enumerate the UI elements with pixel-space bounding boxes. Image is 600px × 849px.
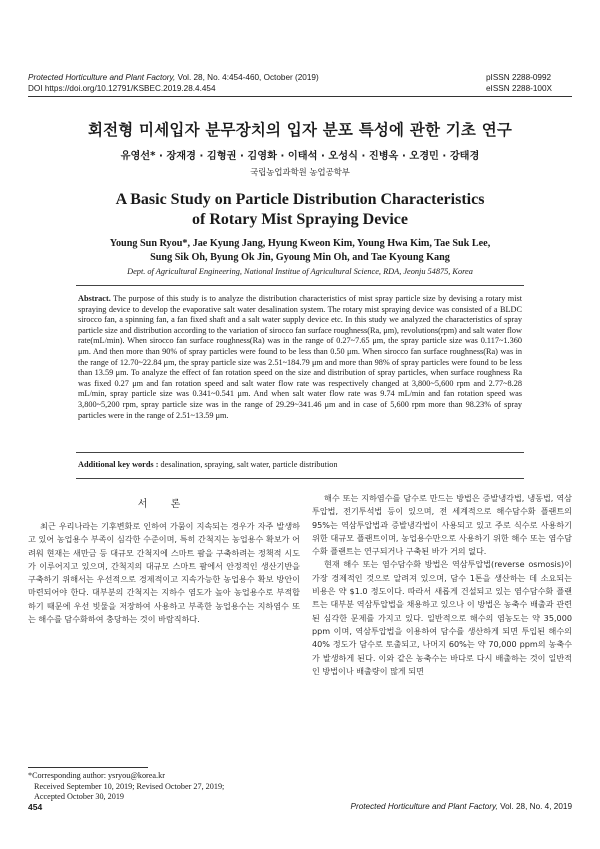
footnote [28, 771, 300, 803]
korean-title: 회전형 미세입자 분무장치의 입자 분포 특성에 관한 기초 연구 [87, 121, 513, 139]
page-number: 454 [28, 802, 43, 812]
footer-journal [351, 802, 573, 811]
abstract-label: Abstract. [78, 294, 111, 303]
header-divider [28, 96, 572, 97]
header-issn-block [486, 72, 572, 94]
left-column [28, 520, 300, 626]
english-authors-line-1: Young Sun Ryou*, Jae Kyung Jang, Hyung Kweon Kim, Young Hwa Kim, Tae Suk Lee, [109, 238, 491, 249]
right-column [312, 492, 572, 678]
header-journal-name: Protected Horticulture and Plant Factory, [28, 73, 176, 82]
english-affiliation: Dept. of Agricultural Engineering, National Institue of Agricultural Science, RDA, Jeonju 54875, Korea [127, 267, 473, 276]
footnote-divider [28, 767, 148, 768]
header-citation-block [28, 72, 428, 94]
body-paragraph: 해수 또는 지하염수를 담수로 만드는 방법은 증발냉각법, 냉동법, 역삼투압법, 전기투석법 등이 있으며, 전 세계적으로 해수담수화 플랜트의 95%는 역삼투압법과 증발냉각법이 사용되고 있고 주로 식수로 사용하기 위한 대규모 플랜트이며, 농업용수만으로 사용하기 위한 해수 또는 염수담수화 플랜트는 연구되거나 구축된 바가 거의 없다. [312, 493, 572, 557]
abstract-bottom-divider [76, 452, 524, 453]
section-heading-introduction: 서 론 [137, 499, 191, 510]
abstract-text: The purpose of this study is to analyze the distribution characteristics of mist spray particle size by devising a rotary mist spraying device to develop the evaporative salt water desalination system. The rotary mist spraying device was consisted of a BLDC sirocco fan, a spinning fan, a fan fixed shaft and a salt water supply device etc. In this study we analyzed the characteristics of spray particle size and distribution according to the variation of sirocco fan surface roughness(Ra, μm), revolutions(rpm) and salt water flow rate(mL/min). When sirocco fan surface roughness(Ra) was in the range of 0.27~7.65 μm, the spray particle size was 0.117~1.360 μm. And then more than 90% of spray particles were found to be less than 0.50 μm. When sirocco fan surface roughness(Ra) was in the range of 12.70~22.84 μm, the spray particle size was 2.51~184.79 μm and more than 98% of spray particles were found to be less than 13.59 μm. To analyze the effect of fan rotation speed on the size and distribution of spray particles, when surface roughness Ra was fixed 0.27 μm and fan rotation speed and salt water flow rate was respectively changed at 3,800~5,600 rpm and 2.77~8.28 mL/min, spray particle size was 0.341~0.541 μm. And when salt water flow rate was 9.74 mL/min and fan rotation speed was 3,800~5,200 rpm, spray particle size was in the range of 29.29~341.46 μm and in case of 5,600 rpm more than 98.23% of spray particles were in the range of 2.51~13.59 μm. [78, 294, 522, 420]
english-title-line-1: A Basic Study on Particle Distribution Characteristics [115, 191, 485, 208]
header-doi[interactable]: DOI https://doi.org/10.12791/KSBEC.2019.28.4.454 [28, 84, 216, 93]
keywords-text: desalination, spraying, salt water, particle distribution [158, 460, 338, 469]
korean-authors: 유영선* · 장재경 · 김형권 · 김영화 · 이태석 · 오성식 · 진병옥 · 오경민 · 강태경 [120, 151, 480, 162]
header-eissn: eISSN 2288-100X [486, 84, 552, 93]
footnote-accepted: Accepted October 30, 2019 [34, 792, 125, 802]
body-paragraph: 현재 해수 또는 염수담수화 방법은 역삼투압법(reverse osmosis)이 가장 경제적인 것으로 알려져 있으며, 담수 1톤을 생산하는 데 소요되는 비용은 약 $1.0 정도이다. 따라서 새롭게 건설되고 있는 염수담수화 플랜트는 대부분 역삼투압법을 채용하고 있으나 이 방법은 농축수 배출과 관련된 심각한 문제를 가지고 있다. 일반적으로 해수의 염농도는 약 35,000 ppm 이며, 역삼투압법을 이용하여 담수를 생산하게 되면 투입된 해수의 40% 정도가 담수로 토출되고, 나머지 60%는 약 70,000 ppm의 농축수가 발생하게 된다. 이와 같은 농축수는 바다로 다시 배출하는 것이 일반적인 방법이나 배출량이 많게 되면 [312, 559, 572, 676]
body-paragraph: 최근 우리나라는 기후변화로 인하여 가뭄이 지속되는 경우가 자주 발생하고 있어 농업용수 부족이 심각한 수준이며, 특히 간척지는 농업용수 확보가 어려워 현재는 새만금 등 대규모 간척지에 스마트 팜을 구축하려는 정책적 시도가 이루어지고 있으며, 간척지의 대규모 스마트 팜에서 안정적인 생산기반을 구축하기 위해서는 우선적으로 경제적이고 지속가능한 농업용수 확보 방안이 마련되어야 한다. 대부분의 간척지는 지하수 염도가 높아 농업용수로 부적합하기 때문에 우선 빗물을 저장하여 사용하고 부족한 농업용수는 지하염수 또는 해수를 담수화하여 충당하는 것이 바람직하다. [28, 521, 300, 625]
abstract [78, 294, 522, 421]
footnote-corresponding: *Corresponding author: ysryou@korea.kr [28, 771, 165, 780]
korean-affiliation: 국립농업과학원 농업공학부 [250, 167, 350, 177]
footer-journal-name: Protected Horticulture and Plant Factory, [350, 802, 498, 811]
english-authors-line-2: Sung Sik Oh, Byung Ok Jin, Gyoung Min Oh, and Tae Kyoung Kang [150, 251, 450, 263]
english-title-line-2: of Rotary Mist Spraying Device [192, 211, 408, 228]
keywords-divider [76, 478, 524, 479]
header-citation: Vol. 28, No. 4:454-460, October (2019) [175, 73, 319, 82]
keywords [78, 460, 522, 469]
keywords-label: Additional key words : [78, 460, 159, 469]
footnote-received: Received September 10, 2019; Revised October 27, 2019; [34, 781, 225, 791]
footer-issue: Vol. 28, No. 4, 2019 [497, 802, 572, 811]
english-authors [60, 237, 540, 264]
english-title [0, 190, 600, 230]
header-pissn: pISSN 2288-0992 [486, 73, 552, 82]
abstract-top-divider [76, 285, 524, 286]
